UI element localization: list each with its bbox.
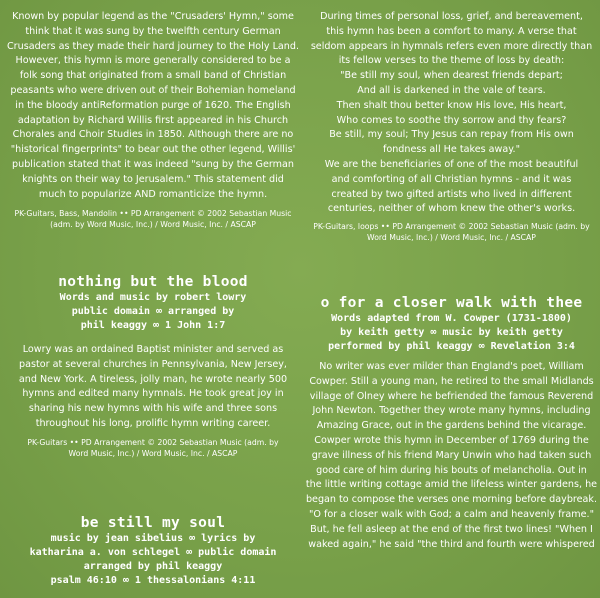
text-line: Lowry was an ordained Baptist minister and served as — [22, 344, 284, 355]
text-line: and New York. A tireless, jolly man, he wrote nearly 500 — [18, 373, 288, 385]
song-o-for-a-closer-walk — [305, 295, 598, 552]
text-line: sharing his new hymns with his wife and three sons — [28, 403, 278, 415]
text-line: Chorales and Choir Studies in 1850. Although there are no — [12, 129, 294, 141]
song-be-still-my-soul — [4, 515, 302, 588]
credit-line: PK-Guitars, Bass, Mandolin •• PD Arrangement © 2002 Sebastian Music (adm. by Word Music, Inc.) / Word Music, Inc. / ASCAP — [14, 209, 292, 230]
right-intro — [305, 10, 598, 243]
text-line: pastor at several churches in Pennsylvania, New Jersey, — [19, 358, 287, 370]
song-subline: katharina a. von schlegel ∞ public domain — [29, 547, 277, 558]
text-line: created by two gifted artists who lived in different — [331, 188, 572, 200]
text-line: But, he fell asleep at the end of the first two lines! "When I — [310, 523, 593, 535]
song-title: be still my soul — [80, 515, 226, 531]
text-line: Crusaders as they made their hard journey to the Holy Land. — [6, 40, 300, 52]
song-title: nothing but the blood — [58, 274, 248, 290]
text-line: centuries, neither of whom knew the other's works. — [327, 203, 576, 215]
text-line: seldom appears in hymnals refers even more directly than — [310, 40, 593, 52]
text-line: Known by popular legend as the "Crusaders' Hymn," some — [12, 11, 294, 22]
text-line: and comforting of all Christian hymns - and it was — [331, 173, 572, 185]
text-line: village of Olney where he befriended the famous Reverend — [309, 390, 594, 402]
verse-line: fondness all He takes away." — [382, 144, 521, 156]
song-subline: by keith getty ∞ music by keith getty — [340, 327, 563, 338]
song-subline: Words adapted from W. Cowper (1731-1800) — [331, 313, 572, 324]
text-line: this hymn has been a comfort to many. A verse that — [326, 25, 577, 37]
text-line: good care of him during his bouts of melancholia. Out in — [316, 464, 587, 476]
song-subline: music by jean sibelius ∞ lyrics by — [50, 533, 256, 544]
text-line: Cowper wrote this hymn in December of 1769 during the — [314, 434, 589, 446]
left-intro — [4, 10, 302, 230]
text-line: During times of personal loss, grief, and bereavement, — [320, 11, 583, 22]
song-subline: Words and music by robert lowry — [59, 292, 247, 303]
text-line: Amazing Grace, out in the gardens behind the vicarage. — [316, 420, 587, 432]
song-nothing-but-the-blood — [4, 274, 302, 459]
text-line: knights on their way to Jerusalem." This statement did — [22, 173, 284, 185]
text-line: peasants who were driven out of their Bohemian homeland — [10, 84, 296, 96]
text-line: its fellow verses to the theme of loss by death: — [338, 55, 565, 67]
text-line: No writer was ever milder than England's poet, William — [319, 361, 584, 372]
text-line: "O for a closer walk with God; a calm and heavenly frame." — [308, 508, 595, 520]
song-subline: public domain ∞ arranged by — [71, 306, 235, 317]
text-line: much to popularize AND romanticize the hymn. — [38, 188, 268, 200]
song-subline: phil keaggy ∞ 1 John 1:7 — [80, 320, 226, 331]
song-title: o for a closer walk with thee — [320, 295, 583, 311]
verse-line: And all is darkened in the vale of tears. — [357, 84, 546, 96]
text-line: "historical fingerprints" to bear out the other legend, Willis' — [10, 144, 296, 156]
text-line: However, this hymn is more generally considered to be a — [15, 55, 291, 67]
credit-line: PK-Guitars •• PD Arrangement © 2002 Sebastian Music (adm. by Word Music, Inc.) / Word Music, Inc. / ASCAP — [27, 437, 279, 458]
text-line: folk song that originated from a small band of Christian — [19, 70, 287, 82]
verse-line: Be still, my soul; Thy Jesus can repay from His own — [329, 129, 574, 141]
text-line: John Newton. Together they wrote many hymns, including — [312, 405, 591, 417]
text-line: waked again," he said "the third and fourth were whispered — [308, 538, 595, 550]
text-line: grave illness of his friend Mary Unwin who had taken such — [311, 449, 592, 461]
text-line: the little writing cottage amid the lifeless winter gardens, he — [305, 479, 598, 491]
song-subline: performed by phil keaggy ∞ Revelation 3:4 — [328, 341, 575, 352]
text-line: think that it was sung by the twelfth century German — [25, 25, 281, 37]
text-line: We are the beneficiaries of one of the most beautiful — [324, 158, 579, 170]
verse-line: Then shalt thou better know His love, His heart, — [336, 99, 567, 111]
verse-line: "Be still my soul, when dearest friends depart; — [340, 70, 563, 82]
text-line: throughout his long, prolific hymn writing career. — [35, 417, 271, 429]
credit-line: PK-Guitars, loops •• PD Arrangement © 2002 Sebastian Music (adm. by Word Music, Inc.) / Word Music, Inc. / ASCAP — [313, 222, 590, 243]
text-line: began to compose the verses one morning before daybreak. — [305, 494, 598, 506]
song-subline: arranged by phil keaggy — [83, 561, 223, 572]
text-line: Cowper. Still a young man, he retired to the small Midlands — [309, 375, 594, 387]
text-line: hymns and edited many hymnals. He took great joy in — [22, 388, 284, 400]
verse-line: Who comes to soothe thy sorrow and thy fears? — [336, 114, 567, 126]
text-line: publication stated that it was indeed "sung by the German — [12, 158, 294, 170]
text-line: adaptation by Richard Willis first appeared in his Church — [17, 114, 289, 126]
text-line: in the bloody antiReformation purge of 1620. The English — [15, 99, 291, 111]
song-subline: psalm 46:10 ∞ 1 thessalonians 4:11 — [50, 575, 256, 586]
